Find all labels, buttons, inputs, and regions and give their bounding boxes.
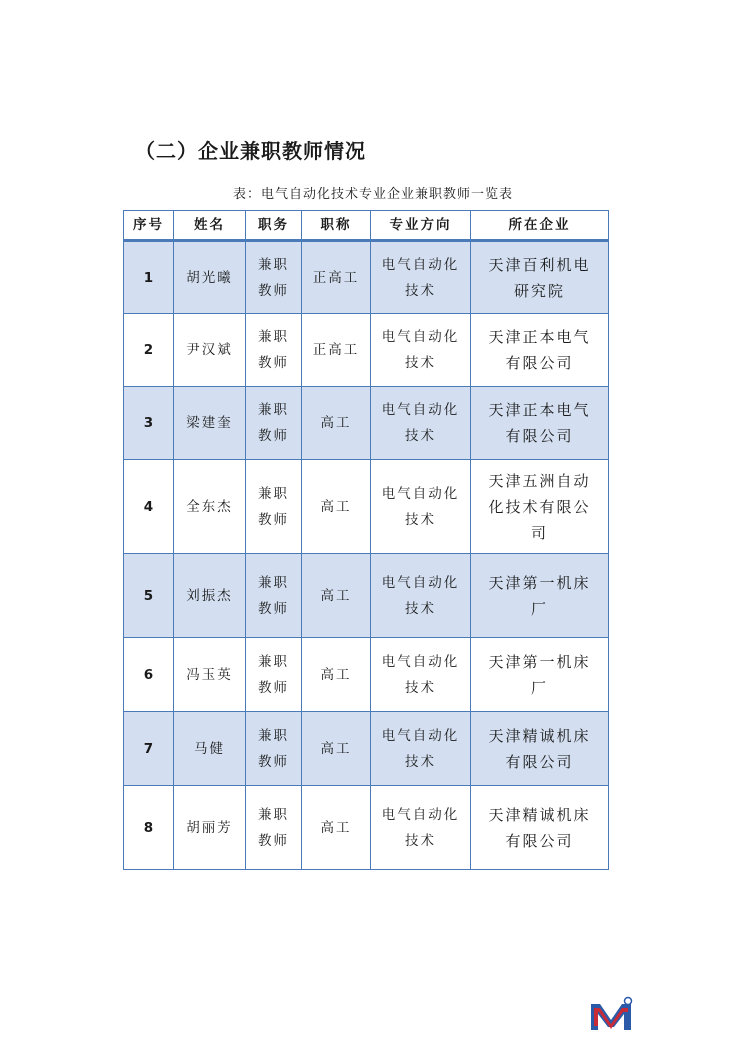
cell-specialty: 电气自动化 技术 bbox=[371, 387, 471, 460]
cell-name: 尹汉斌 bbox=[174, 314, 246, 387]
table-header-row bbox=[124, 211, 609, 241]
cell-position: 兼职 教师 bbox=[246, 554, 302, 638]
section-heading: （二）企业兼职教师情况 bbox=[135, 139, 366, 163]
cell-company: 天津正本电气 有限公司 bbox=[471, 387, 609, 460]
cell-position: 兼职 教师 bbox=[246, 712, 302, 786]
cell-position: 兼职 教师 bbox=[246, 638, 302, 712]
cell-specialty: 电气自动化 技术 bbox=[371, 314, 471, 387]
header-position: 职务 bbox=[246, 211, 302, 241]
cell-title: 正高工 bbox=[302, 314, 371, 387]
cell-index: 7 bbox=[124, 712, 174, 786]
table-caption: 表：电气自动化技术专业企业兼职教师一览表 bbox=[232, 187, 513, 202]
institution-logo-icon bbox=[588, 996, 634, 1032]
part-time-teacher-table bbox=[123, 210, 609, 870]
cell-index: 5 bbox=[124, 554, 174, 638]
cell-title: 高工 bbox=[302, 786, 371, 870]
table-row bbox=[124, 460, 609, 554]
cell-title: 高工 bbox=[302, 554, 371, 638]
cell-title: 正高工 bbox=[302, 241, 371, 314]
table-row bbox=[124, 712, 609, 786]
cell-specialty: 电气自动化 技术 bbox=[371, 460, 471, 554]
cell-name: 梁建奎 bbox=[174, 387, 246, 460]
cell-company: 天津第一机床 厂 bbox=[471, 638, 609, 712]
cell-index: 1 bbox=[124, 241, 174, 314]
cell-company: 天津第一机床 厂 bbox=[471, 554, 609, 638]
cell-company: 天津精诚机床 有限公司 bbox=[471, 712, 609, 786]
table-row bbox=[124, 314, 609, 387]
cell-index: 2 bbox=[124, 314, 174, 387]
table-row bbox=[124, 241, 609, 314]
cell-name: 刘振杰 bbox=[174, 554, 246, 638]
table-row bbox=[124, 638, 609, 712]
cell-position: 兼职 教师 bbox=[246, 241, 302, 314]
table-row bbox=[124, 554, 609, 638]
cell-company: 天津精诚机床 有限公司 bbox=[471, 786, 609, 870]
cell-name: 全东杰 bbox=[174, 460, 246, 554]
cell-position: 兼职 教师 bbox=[246, 460, 302, 554]
header-name: 姓名 bbox=[174, 211, 246, 241]
cell-specialty: 电气自动化 技术 bbox=[371, 638, 471, 712]
header-index: 序号 bbox=[124, 211, 174, 241]
cell-index: 6 bbox=[124, 638, 174, 712]
cell-title: 高工 bbox=[302, 712, 371, 786]
cell-title: 高工 bbox=[302, 460, 371, 554]
cell-index: 8 bbox=[124, 786, 174, 870]
table-row bbox=[124, 387, 609, 460]
cell-position: 兼职 教师 bbox=[246, 314, 302, 387]
cell-name: 胡光曦 bbox=[174, 241, 246, 314]
header-company: 所在企业 bbox=[471, 211, 609, 241]
cell-index: 4 bbox=[124, 460, 174, 554]
cell-name: 马健 bbox=[174, 712, 246, 786]
header-title: 职称 bbox=[302, 211, 371, 241]
cell-specialty: 电气自动化 技术 bbox=[371, 554, 471, 638]
cell-specialty: 电气自动化 技术 bbox=[371, 786, 471, 870]
cell-company: 天津五洲自动 化技术有限公 司 bbox=[471, 460, 609, 554]
table-row bbox=[124, 786, 609, 870]
cell-name: 冯玉英 bbox=[174, 638, 246, 712]
cell-position: 兼职 教师 bbox=[246, 387, 302, 460]
cell-title: 高工 bbox=[302, 638, 371, 712]
cell-position: 兼职 教师 bbox=[246, 786, 302, 870]
cell-title: 高工 bbox=[302, 387, 371, 460]
header-specialty: 专业方向 bbox=[371, 211, 471, 241]
cell-company: 天津正本电气 有限公司 bbox=[471, 314, 609, 387]
cell-specialty: 电气自动化 技术 bbox=[371, 241, 471, 314]
cell-specialty: 电气自动化 技术 bbox=[371, 712, 471, 786]
table-body bbox=[124, 241, 609, 870]
cell-company: 天津百利机电 研究院 bbox=[471, 241, 609, 314]
cell-index: 3 bbox=[124, 387, 174, 460]
cell-name: 胡丽芳 bbox=[174, 786, 246, 870]
